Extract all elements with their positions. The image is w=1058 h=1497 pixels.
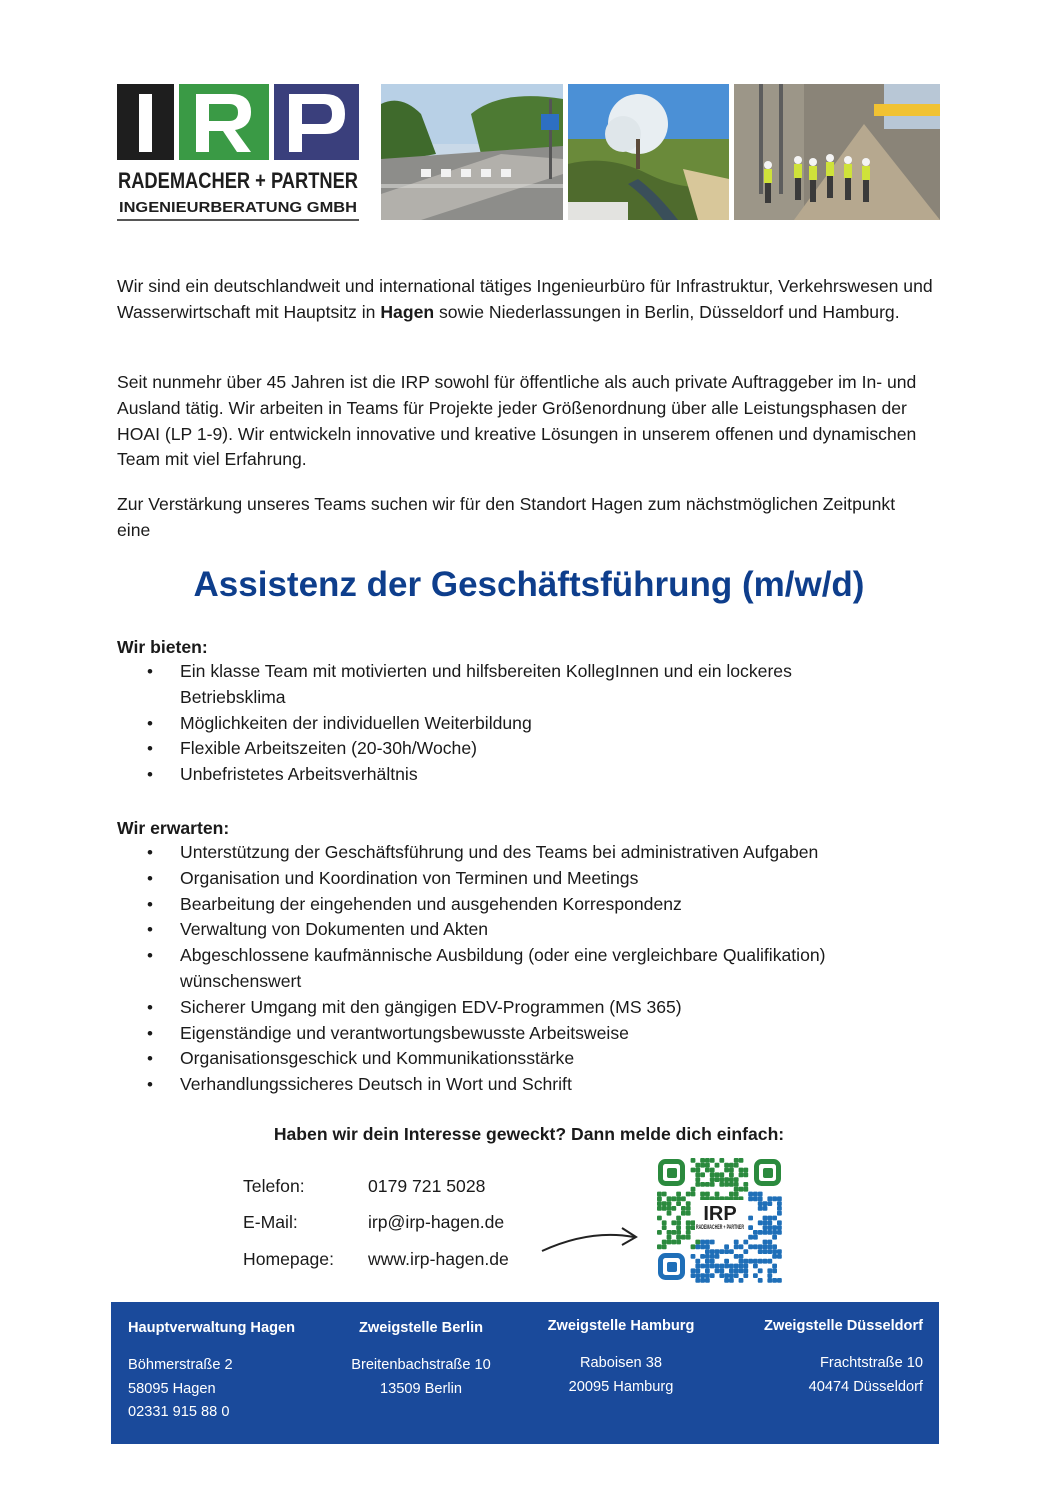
office-duesseldorf [723,1316,923,1399]
list-item: • Abgeschlossene kaufmännische Ausbildung (oder eine vergleichbare Qualifikation) wünschenswert [117,943,917,995]
arrow-icon [530,1185,650,1275]
road-crossing-photo [381,84,563,220]
list-item: • Unbefristetes Arbeitsverhältnis [117,762,887,788]
list-item: • Unterstützung der Geschäftsführung und des Teams bei administrativen Aufgaben [117,840,917,866]
intro-paragraph-1: Wir sind ein deutschlandweit und international tätiges Ingenieurbüro für Infrastruktur, Verkehrswesen und Wasserwirtschaft mit Hauptsitz in Hagen sowie Niederlassungen in Berlin, Düsseldorf und Hamburg. [117,276,933,322]
email-label: E-Mail: [243,1212,298,1232]
list-item: • Verwaltung von Dokumenten und Akten [117,917,917,943]
office-city: 13509 Berlin [380,1380,462,1397]
expect-list [117,840,917,1098]
call-to-action: Haben wir dein Interesse geweckt? Dann melde dich einfach: [273,1124,785,1144]
logo-line-2: INGENIEURBERATUNG GMBH [119,200,357,216]
office-name: Zweigstelle Berlin [358,1320,484,1336]
office-phone: 02331 915 88 0 [128,1404,230,1420]
phone-number[interactable]: 0179 721 5028 [368,1176,486,1196]
list-item: • Möglichkeiten der individuellen Weiterbildung [117,711,887,737]
list-item: • Bearbeitung der eingehenden und ausgehenden Korrespondenz [117,892,917,918]
office-name: Hauptverwaltung Hagen [128,1320,296,1336]
list-item: • Sicherer Umgang mit den gängigen EDV-Programmen (MS 365) [117,995,917,1021]
qr-code[interactable] [657,1158,783,1282]
intro-paragraph-2: Seit nunmehr über 45 Jahren ist die IRP sowohl für öffentliche als auch private Auftraggeber im In- und Ausland tätig. Wir arbeiten in Teams für Projekte jeder Größenordnung über alle Leistungsphasen der HOAI (LP 1-9). Wir entwickeln innovative und kreative Lösungen in unserem offenen und dynamischen Team mit viel Erfahrung. [117,372,917,470]
qr-logo-text: RADEMACHER + PARTNER [696,1225,745,1231]
office-city: 20095 Hamburg [568,1378,674,1395]
office-hamburg [525,1316,717,1399]
offer-list [117,659,887,788]
list-item: • Verhandlungssicheres Deutsch in Wort und Schrift [117,1072,917,1098]
office-name: Zweigstelle Düsseldorf [764,1318,923,1334]
construction-site-team-photo [734,84,940,220]
homepage-label: Homepage: [243,1249,334,1269]
office-name: Zweigstelle Hamburg [547,1318,695,1334]
logo-line-1: RADEMACHER + PARTNER [118,168,358,193]
list-item: • Organisationsgeschick und Kommunikationsstärke [117,1046,917,1072]
homepage-link[interactable]: www.irp-hagen.de [368,1249,509,1269]
list-item: • Organisation und Koordination von Terminen und Meetings [117,866,917,892]
office-city: 58095 Hagen [128,1380,216,1397]
qr-logo-letters: IRP [703,1203,737,1225]
intro-location-bold: Hagen [380,301,435,322]
list-item: • Eigenständige und verantwortungsbewusste Arbeitsweise [117,1021,917,1047]
office-berlin [329,1318,513,1401]
expect-heading: Wir erwarten: [117,818,230,838]
job-title: Assistenz der Geschäftsführung (m/w/d) [193,565,865,604]
list-item: • Ein klasse Team mit motivierten und hilfsbereiten KollegInnen und ein lockeres Betriebsklima [117,659,887,711]
office-street: Breitenbachstraße 10 [351,1357,491,1373]
office-footer [111,1302,939,1444]
offer-heading: Wir bieten: [117,637,208,657]
office-street: Böhmerstraße 2 [128,1357,233,1373]
company-logo [117,84,359,224]
stream-blossom-tree-photo [568,84,729,220]
office-city: 40474 Düsseldorf [808,1378,923,1395]
phone-label: Telefon: [243,1176,305,1196]
office-street: Raboisen 38 [580,1355,662,1371]
office-hagen [128,1318,328,1425]
email-link[interactable]: irp@irp-hagen.de [368,1212,505,1232]
office-street: Frachtstraße 10 [819,1355,923,1371]
list-item: • Flexible Arbeitszeiten (20-30h/Woche) [117,736,887,762]
intro-paragraph-3: Zur Verstärkung unseres Teams suchen wir für den Standort Hagen zum nächstmöglichen Zeitpunkt eine [117,494,896,540]
